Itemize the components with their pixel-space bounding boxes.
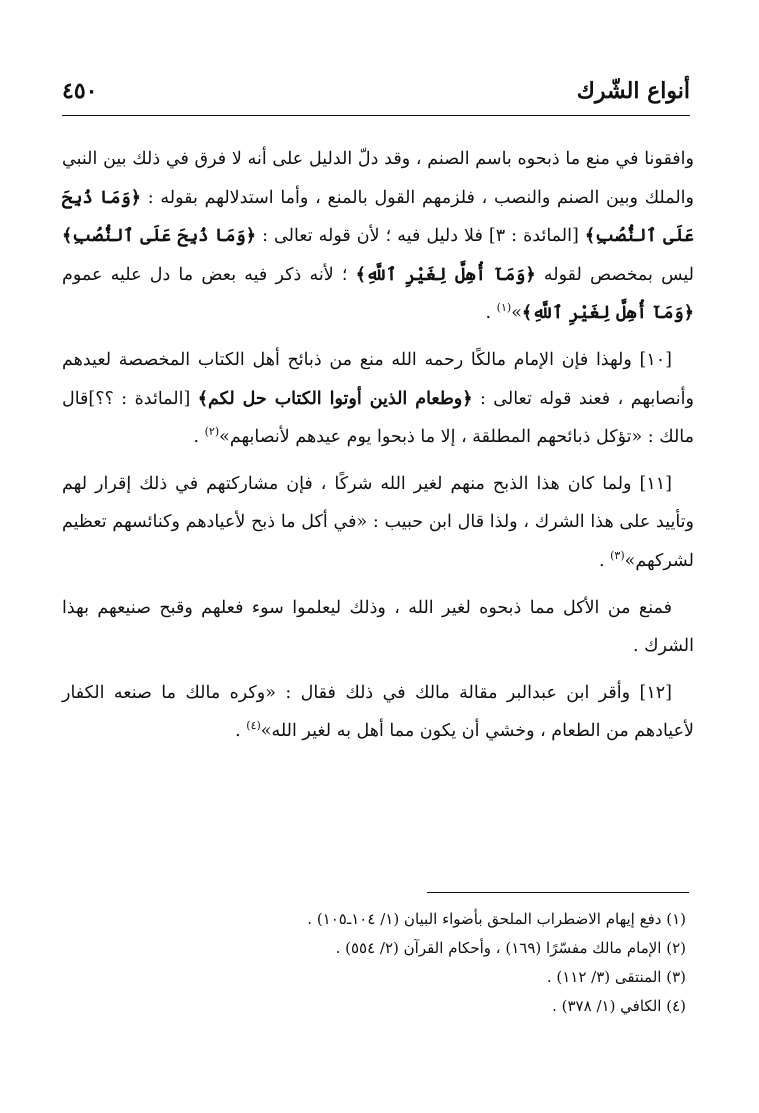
footnote-separator (427, 892, 689, 893)
quran-quote: ﴿وَمَا ذُبِحَ عَلَى ٱلنُّصُبِ﴾ (62, 226, 257, 247)
footnote-ref: (١) (496, 301, 512, 315)
footnote: (٢) الإمام مالك مفسّرًا (١٦٩) ، وأحكام القرآن (٢/ ٥٥٤) . (335, 939, 686, 957)
quran-quote: ﴿وَمَآ أُهِلَّ لِغَيْرِ ٱللَّهِ﴾ (355, 264, 536, 285)
footnotes (62, 905, 694, 1021)
quran-quote: ﴿وَمَا ذُبِحَ عَلَى ٱلنُّصُبِ﴾ (62, 187, 694, 247)
footnote-ref: (٢) (204, 425, 220, 439)
paragraph: [١٢] وأقر ابن عبدالبر مقالة مالك في ذلك فقال : «وكره مالك ما صنعه الكفار لأعيادهم من الطعام ، وخشي أن يكون مما أهل به لغير الله»$^{(٤)}$ . (62, 682, 694, 742)
footnote: (١) دفع إيهام الاضطراب الملحق بأضواء البيان (١/ ١٠٤ـ١٠٥) . (307, 910, 686, 928)
footnote-ref: (٣) (610, 549, 625, 563)
footnote: (٣) المنتقى (٣/ ١١٢) . (546, 968, 686, 986)
page-number: ٤٥٠ (62, 78, 98, 104)
header-rule (62, 115, 690, 116)
quran-quote: ﴿وطعام الذين أوتوا الكتاب حل لكم﴾ (197, 388, 473, 409)
paragraph: وافقونا في منع ما ذبحوه باسم الصنم ، وقد دلّ الدليل على أنه لا فرق في ذلك بين النبي والملك وبين الصنم والنصب ، فلزمهم القول بالمنع ، وأما استدلالهم بقوله : ﴿وَمَا ذُبِحَ عَلَى ٱلنُّصُبِ﴾ [المائدة : ٣] فلا دليل فيه ؛ لأن قوله تعالى : ﴿وَمَا ذُبِحَ عَلَى ٱلنُّصُبِ﴾ ليس بمخصص لقوله ﴿وَمَآ أُهِلَّ لِغَيْرِ ٱللَّهِ﴾ ؛ لأنه ذكر فيه بعض ما دل عليه عموم ﴿وَمَآ أُهِلَّ لِغَيْرِ ٱللَّهِ﴾»$^{(١)}$ . (62, 149, 695, 324)
footnote: (٤) الكافي (١/ ٣٧٨) . (552, 997, 686, 1015)
paragraph: [١٠] ولهذا فإن الإمام مالكًا رحمه الله منع من ذبائح أهل الكتاب المخصصة لعيدهم وأنصابهم ، فعند قوله تعالى : ﴿وطعام الذين أوتوا الكتاب حل لكم﴾ [المائدة : ؟؟]قال مالك : «تؤكل ذبائحهم المطلقة ، إلا ما ذبحوا يوم عيدهم لأنصابهم»$^{(٢)}$ . (62, 349, 694, 448)
footnote-ref: (٤) (246, 719, 261, 733)
quran-quote: ﴿وَمَآ أُهِلَّ لِغَيْرِ ٱللَّهِ﴾ (521, 303, 694, 324)
page-header (62, 72, 690, 116)
paragraph: فمنع من الأكل مما ذبحوه لغير الله ، وذلك ليعلموا سوء فعلهم وقبح صنيعهم بهذا الشرك . (62, 597, 694, 657)
main-text (62, 140, 694, 759)
paragraph: [١١] ولما كان هذا الذبح منهم لغير الله شركًا ، فإن مشاركتهم في ذلك إقرار لهم وتأييد على هذا الشرك ، ولذا قال ابن حبيب : «في أكل ما ذبح لأعيادهم وكنائسهم تعظيم لشركهم»$^{(٣)}$ . (62, 473, 694, 571)
chapter-title: أنواع الشّرك (576, 78, 690, 104)
